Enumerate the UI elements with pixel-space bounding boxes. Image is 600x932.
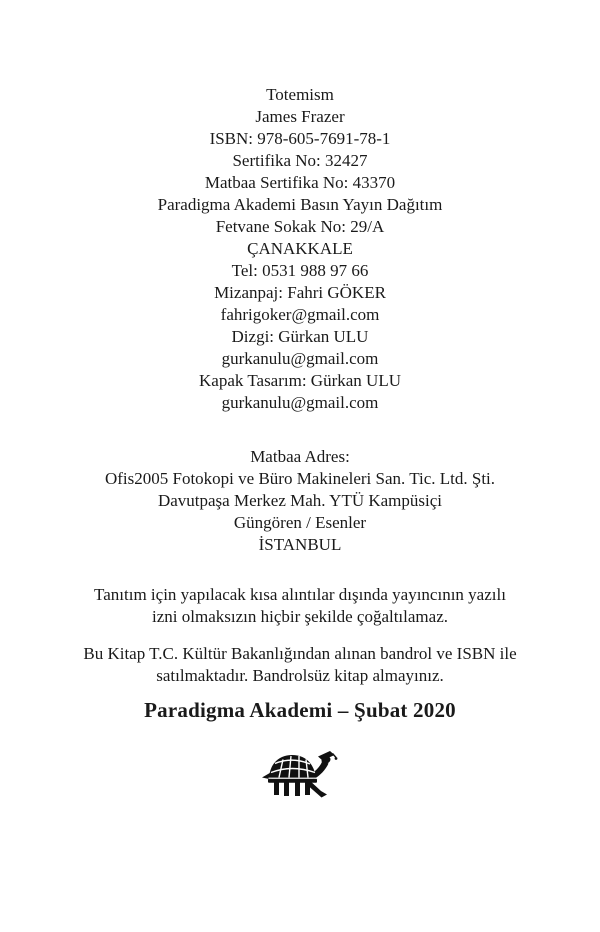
certificate-line: Sertifika No: 32427 xyxy=(232,151,368,170)
tortoise-icon xyxy=(262,750,338,800)
imprint-line: Paradigma Akademi – Şubat 2020 xyxy=(144,698,456,722)
book-info-block xyxy=(0,0,600,414)
printer-certificate-line: Matbaa Sertifika No: 43370 xyxy=(204,173,396,192)
printer-address-block xyxy=(0,446,600,556)
publisher-name: Paradigma Akademi Basın Yayın Dağıtım xyxy=(157,195,443,214)
publisher-city: ÇANAKKALE xyxy=(247,239,353,258)
cover-design-email: gurkanulu@gmail.com xyxy=(221,393,379,412)
cover-design-credit: Kapak Tasarım: Gürkan ULU xyxy=(199,371,401,390)
book-author: James Frazer xyxy=(255,107,345,126)
printer-city: İSTANBUL xyxy=(258,535,342,554)
bandrol-notice: Bu Kitap T.C. Kültür Bakanlığından alınan bandrol ve ISBN ile satılmaktadır. Bandrolsüz kitap almayınız. xyxy=(83,644,517,685)
layout-email: fahrigoker@gmail.com xyxy=(220,305,380,324)
printer-company: Ofis2005 Fotokopi ve Büro Makineleri San. Tic. Ltd. Şti. xyxy=(104,469,496,488)
printer-district: Güngören / Esenler xyxy=(233,513,367,532)
copyright-notice: Tanıtım için yapılacak kısa alıntılar dışında yayıncının yazılı izni olmaksızın hiçbir şekilde çoğaltılamaz. xyxy=(94,585,506,626)
printer-address-heading: Matbaa Adres: xyxy=(250,447,350,466)
publisher-street: Fetvane Sokak No: 29/A xyxy=(215,217,385,236)
book-title: Totemism xyxy=(266,85,334,104)
isbn-line: ISBN: 978-605-7691-78-1 xyxy=(209,129,391,148)
publisher-phone: Tel: 0531 988 97 66 xyxy=(231,261,369,280)
layout-credit: Mizanpaj: Fahri GÖKER xyxy=(214,283,386,302)
typesetting-email: gurkanulu@gmail.com xyxy=(221,349,379,368)
printer-address-line: Davutpaşa Merkez Mah. YTÜ Kampüsiçi xyxy=(157,491,443,510)
publisher-logo xyxy=(0,750,600,802)
typesetting-credit: Dizgi: Gürkan ULU xyxy=(231,327,369,346)
